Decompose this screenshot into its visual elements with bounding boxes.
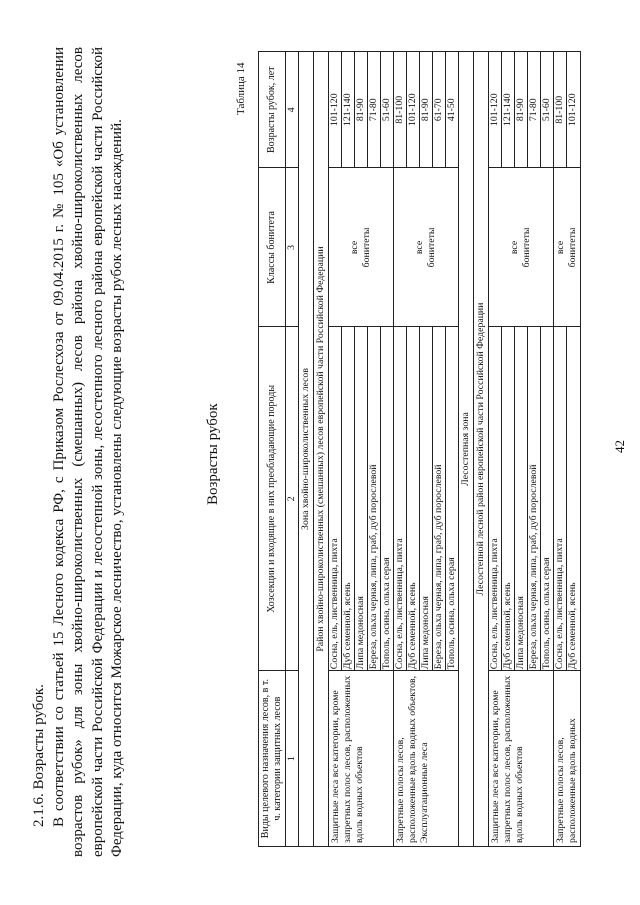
ages-cell <box>489 52 554 168</box>
species-item: Липа медоносная <box>420 327 433 670</box>
species-item: Тополь, осина, ольха серая <box>381 557 392 670</box>
header-row <box>259 52 286 847</box>
page-number: 42 <box>612 440 627 453</box>
species-item: Береза, ольха черная, липа, граб, дуб порослевой <box>368 327 381 670</box>
header-col-4: Возрасты рубок, лет <box>259 52 286 168</box>
age-value: 71-80 <box>528 52 541 167</box>
species-item: Береза, ольха черная, липа, граб, дуб порослевой <box>528 327 541 670</box>
zone-row <box>459 52 474 847</box>
age-value: 101-120 <box>407 52 420 167</box>
purpose-cell: Защитные леса все категории, кроме запретных полос лесов, расположенных вдоль водных объектов <box>329 671 394 847</box>
age-value: 51-60 <box>381 98 392 122</box>
class-cell <box>554 168 581 327</box>
class-line: бонитеты <box>361 227 372 268</box>
species-item: Дуб семенной, ясень <box>342 327 355 670</box>
table-row <box>489 52 554 847</box>
zone-title: Лесостепная зона <box>459 52 474 847</box>
species-item: Тополь, осина, ольха серая <box>446 557 457 670</box>
col-number: 3 <box>286 168 299 327</box>
species-item: Сосна, ель, лиственница, пихта <box>489 327 502 670</box>
class-line: бонитеты <box>567 227 578 268</box>
age-value: 61-70 <box>433 52 446 167</box>
age-value: 121-140 <box>502 52 515 167</box>
species-item: Дуб семенной, ясень <box>407 327 420 670</box>
species-item: Тополь, осина, ольха серая <box>541 557 552 670</box>
ages-cell <box>394 52 459 168</box>
species-item: Дуб семенной, ясень <box>567 582 578 670</box>
table-number-label: Таблица 14 <box>235 62 247 115</box>
region-title: Район хвойно-широколиственных (смешанных) лесов европейской части Российской Федерации <box>314 52 329 847</box>
class-cell <box>329 168 394 327</box>
purpose-cell: Защитные леса все категории, кроме запретных полос лесов, расположенных вдоль водных объектов <box>489 671 554 847</box>
age-value: 71-80 <box>368 52 381 167</box>
species-item: Дуб семенной, ясень <box>502 327 515 670</box>
felling-age-table <box>258 51 581 847</box>
ages-cell <box>329 52 394 168</box>
age-value: 41-50 <box>446 98 457 122</box>
species-item: Липа медоносная <box>515 327 528 670</box>
region-row <box>474 52 489 847</box>
species-cell <box>489 327 554 671</box>
age-value: 81-90 <box>355 52 368 167</box>
species-item: Сосна, ель, лиственница, пихта <box>394 327 407 670</box>
section-heading: 2.1.6. Возрасты рубок. <box>31 684 47 827</box>
species-cell <box>394 327 459 671</box>
ages-cell <box>554 52 581 168</box>
col-number: 2 <box>286 327 299 671</box>
table-row <box>329 52 394 847</box>
age-value: 51-60 <box>541 98 552 122</box>
age-value: 81-90 <box>420 52 433 167</box>
class-line: бонитеты <box>521 227 532 268</box>
col-number: 4 <box>286 52 299 168</box>
zone-row <box>299 52 314 847</box>
table-caption-title: Возрасты рубок <box>205 403 221 505</box>
table-row <box>394 52 459 847</box>
header-col-3: Классы бонитета <box>259 168 286 327</box>
species-item: Липа медоносная <box>355 327 368 670</box>
age-value: 101-120 <box>329 52 342 167</box>
col-number: 1 <box>286 671 299 847</box>
purpose-cell: Запретные полосы лесов, расположенные вдоль водных объектов, Эксплуатационные леса <box>394 671 459 847</box>
class-line: все <box>555 240 566 255</box>
section-paragraph: В соответствии со статьей 15 Лесного кодекса РФ, с Приказом Рослесхоза от 09.04.2015 г. № 105 «Об установлении возрастов рубок» для зоны хвойно-широколиственных (смешанных) лесов района хвойно-широколиственных лесов европейской части Российской Федерации и лесостепной зоны, лесостепного лесного района европейской части Российской Федерации, куда относится Можарское лесничество, установлены следующие возрасты рубок лесных насаждений. <box>50 47 125 857</box>
intro-text <box>30 47 128 857</box>
zone-title: Зона хвойно-широколиственных лесов <box>299 52 314 847</box>
age-value: 81-90 <box>515 52 528 167</box>
class-line: все <box>509 240 520 255</box>
age-value: 101-120 <box>567 93 578 127</box>
column-number-row <box>286 52 299 847</box>
age-value: 101-120 <box>489 52 502 167</box>
table-row <box>554 52 581 847</box>
class-cell <box>394 168 459 327</box>
header-col-1: Виды целевого назначения лесов, в т. ч. категории защитных лесов <box>259 671 286 847</box>
class-cell <box>489 168 554 327</box>
region-title: Лесостепной лесной район европейской части Российской Федерации <box>474 52 489 847</box>
species-item: Сосна, ель, лиственница, пихта <box>554 327 567 670</box>
age-value: 81-100 <box>554 52 567 167</box>
age-value: 81-100 <box>394 52 407 167</box>
class-line: бонитеты <box>426 227 437 268</box>
region-row <box>314 52 329 847</box>
age-value: 121-140 <box>342 52 355 167</box>
species-item: Береза, ольха черная, липа, граб, дуб порослевой <box>433 327 446 670</box>
class-line: все <box>414 240 425 255</box>
class-line: все <box>349 240 360 255</box>
species-cell <box>554 327 581 671</box>
species-item: Сосна, ель, лиственница, пихта <box>329 327 342 670</box>
header-col-2: Хозсекции и входящие в них преобладающие породы <box>259 327 286 671</box>
purpose-cell: Запретные полосы лесов, расположенные вдоль водных <box>554 671 581 847</box>
species-cell <box>329 327 394 671</box>
